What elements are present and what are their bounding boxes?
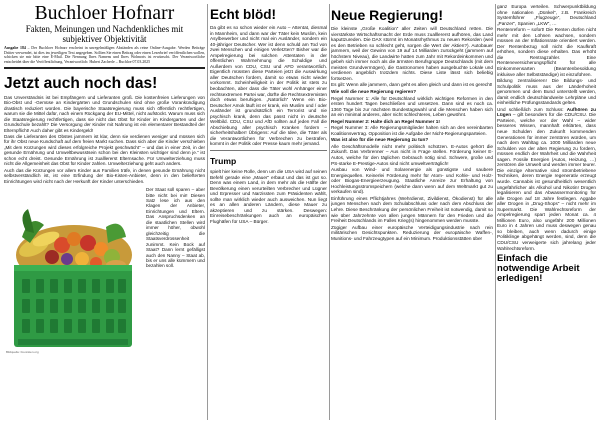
regierung-headline: Neue Regierung! [331, 7, 444, 23]
trump-headline: Trump [210, 156, 237, 167]
column-1 [4, 4, 205, 422]
masthead-title: Buchloer Hofnarr [34, 4, 175, 24]
column-2 [210, 4, 327, 422]
issue-label: Ausgabe 184 [4, 46, 26, 50]
echt-headline: Echt blöd! [210, 7, 276, 22]
closing-headline: Einfach die notwendige Arbeit erledigen! [497, 253, 580, 285]
jetzt-headline: Jetzt auch noch das! [4, 74, 158, 92]
regierung-paragraph: Regel Nummer 2: Halte dich an Regel Nummer 1! [331, 118, 440, 124]
column-divider [329, 4, 330, 420]
masthead [4, 4, 205, 69]
regierung-paragraph: Es gilt: Wenn alle jammern, dann geht es allen gleich und dann ist es gerecht! [331, 82, 493, 88]
col4-paragraph: Und schließlich zum Schluss: Aufhören zu Lügen – gilt besonders für die CDU/CSU. Die Parteien, welche vor der Wahl – wider besseres Wissen, mannhaft erklärten, dass neue Schulden den Zukunft kommenden Generationen für immer zerstören würden, um nach dem Wahltag ca. 1000 Milliarden neue Schulden von der alten Regierung zu fordern, müssen endlich der Wahrheit und die Wahrheit sagen. Fossile Energien (Autos, Heizung, …) zerstören die Umwelt und werden immer teurer. Die einzige Alternative sind strombetriebene Techniken, deren Energie regenerativ erzeugt wurde. Cannabis ist gesundheitlich wesentlich ungefährlicher als Alkohol und Nikotin! Drogen legalisieren und das Abwassermonitoring für alle Drogen auf 18 Jahre festlegen. Aggabe aller Drogen in „Drug-Shops“ – nicht mehr im Supermarkt. Die Wahlrechtsreform der Ampelregierung spart jeden Monat ca. 4 Millionen Euro, also ungefähr 200 Millionen Euro in 4 Jahren und muss deswegen genau so bleiben, auch wenn dadurch einige Politiklinge abgehängt werden, sind, denn die CDU/CSU verweigerte sich jahrelang jeder Wahlrechtsreform. [497, 106, 596, 251]
col4-paragraph: Rentenreform – sofort! Die Renten dürfen nicht mehr mit den Löhnen wachsen, sondern müssen an der Inflationsrate orientiert werden. Der Rentenbezug soll nicht die Kaufkraft erhöhen, sondern diese erhalten. Das erhöht die Rentragzahler. Eine Renteneversicherungspflicht für alle Einkommensarten (Beamtenbesoldung inkluisve aller Selbstständige) ist einzuführen. [497, 27, 596, 77]
masthead-subtitle-line1: Fakten, Meinungen und Nachdenkliches mit [25, 24, 184, 34]
produce-crate-photo [4, 187, 142, 354]
jetzt-paragraph: Das Unverständnis ist bei Empfängern und Lieferanten groß. Die kostenfreien Lieferungen von Bio-Obst und -Gemüse an Kindergärten und Grundschulen sind ohne große Vorankündigung drastisch reduziert worden. Die bayerische Staatsregierung muss sich öffentlich rechtfertigen, warum sie die Mittel dafür, nach einem Rückgang der EU-Mittel, nicht aufstockt. Warum muss sich die Staatsregierung rechtfertigen, dass sie nicht das Obst für Kinder im Kindergarten und der Grundschule bezahlt? Die Versorgung der Kinder mit Nahrung ist ein elementarer Bestandteil der Elternpflicht! Auch daher gibt es Kindergeld! [4, 94, 205, 133]
regierung-paragraph: Was ist also für die neue Regierung zu tun? [331, 137, 429, 143]
regierung-paragraph: Wie soll die neue Regierung regieren? [331, 89, 417, 95]
regierung-paragraph: Ausbau von Wind- und Solarenergie als günstigste und saubere Energiequellen. Keinerlei Förderung mehr für Atom- und Kohle- und Holz- oder Biogas-Energieerzeugung. Staatliche Anreize zur Erhaltung von Hochleistungsstromspeichern (welche dann wenn auf dem Weltmarkt gut zu verkaufen sind). [331, 167, 493, 195]
jetzt-paragraph: Dass die Lieferanten des Obstes jammern ist klar, denn sie verdienen weniger und müssen sich für ihr Obst neue Kundschaft auf dem freien Markt suchen. Dass sich aber die Kinder verschieben „Mit dem Kürzungen wird dieses erfolgreiche Projekt geschwächt“ – und das in einer Zeit, in der gesunde Ernährung und Umweltbewusstsein schon bei den Kleinsten wichtiger sind denn je.“ ist schon echt dreist. Gesunde Ernährung ist zualllererst Elternsache. Für Umwelterziehung muss nicht die Allgemeinheit das Obst für Kinder zahlen. Umwelterziehung geht auch anders. [4, 133, 205, 167]
jetzt-wrap-text: Der Staat soll sparen – aber bitte nicht bei mir! Diesen Satz lese ich aus den Klagen der Anbieter, Einrichtungen und Eltern. Das Anspruchsdenken an die staatlichen Stellen wird immer höher, obwohl gleichzeitig die Staatsverdrossenheit zunimmt. Kein Bock auf Staat? Dann lernt gefälligst auch den Nanny – Staat ab, bis er uns alle kümmern und bezahlen soll. [146, 187, 205, 269]
column-3 [331, 4, 493, 422]
section-separator [210, 150, 327, 151]
regierung-paragraph: Regel Nummer 3: Alle Regierungsmitglieder halten sich an den vereinbarten Koalitionsvertrag. Opposition ist die Aufgabe der Nicht-Regierungsparteien. [331, 125, 493, 136]
regierung-paragraph: Einführung eines Pflichtjahres (Wehrdienst, Zivildienst, Ökodienst) für alle jungen Menschen nach dem Schulabschluss oder nach dem Abschluss der Lehre. Diese Beschränkung der persönlichen Freiheit ist notwendig, damit so wie über Jahrzehnte von allen jungen Männern für den Frieden und die Freiheit Deutschlands im Falles Krieg(s) hingenommen werden musste. [331, 195, 493, 224]
trump-body: spielt hier keine Rolle, denn um die USA wird auf seinen Befehl gerade eine „Mauer“ erbaut und das ist gut so. Denn was einem Land, in dem mehr als die Hälfte der Bevölkerung einen verurteilten Verbrecher und Lügner und Erpresser und Narzissten zum Präsidenten wählt, sollte man wirklich wieder auch ausweichen. Nun liegt es an allen anderen Ländern, diese Mauer zu akzeptieren und zu stärken. Deswegen: Einreisebeschränkungen auch an europäischen Flughäfen für USA – Bürger. [210, 169, 327, 224]
column-divider [207, 4, 208, 420]
regierung-paragraph: Die kleinste „Große Koalition“ aller Zeiten will Deutschland retten. Die vierstärkste Wirtschaftsmacht der Erde muss zualllererst aufhören, das Land kaputtzureden. Die DAX stürmt im Monatsrhythmus zu neuen Rekorden (weil es den Betrieben so schlecht geht, sorgen die Wert der Aktien?). Autobauer jammern, weil der Gewinn von 19 auf 14 Milliarden zurückgeht (jammern auf höchstem Niveau), die Landwirte hatten zum Jahr mit Rekordeinkommen und gebeh sich immer noch als die ärmsten Berufsgruppe Deutschlands (mit dem meisten Grundvermögen), die Gastronomen haben ausgebuchte Lokale und verdienen angeblich trotzdem nichts. Diese Liste lässt sich beliebig fortsetzen. [331, 26, 493, 81]
regierung-paragraph: Regel Nummer 1: Alle für Deutschland wirklich wichtigen Reformen in den ersten hundert Tagen beschließen und umsetzen. Dann sind es noch ca. 1360 Tage bis zur nächsten Bundestagswahl und die Menschen haben sich an ein minimal anderes, aber nicht schlechteres, Leben gewöhnt. [331, 95, 493, 118]
col4-paragraph: Bildung zentralisieren! Die Bildungs- und Schulpolitik muss aus der Länderhoheit genommen und dem Bund unterstellt werden, damit endlich deutschlandweite Lehrpläne und einheitliche Prüfungsstandards gelten. [497, 78, 596, 106]
masthead-info-text: – Der Buchloer Hofnarr erscheint in unregelmäßigen Abständen als reine Online-Ausgabe. Werden Beiträge Dritter verwendet, ist dies im jeweiligen Text angegeben. Sollten Sie einen Beitrag oder einen Leserbrief veröffentlichen wollen, schicken sie mir bitte eine E-Mail. Die Nennung Ihres Namens und Ihres Wohnorts ist erwünscht. Der Verantwortliche entscheidet über die Veröffentlichung. Verantwortlich: Hubert Zacherle – Buchloe 07.03.2025 [4, 46, 205, 65]
photo-wrap-area [4, 187, 205, 354]
photo-caption: Bildquelle: bio-kisten.org [6, 350, 39, 355]
col4-body [497, 4, 596, 251]
masthead-info-box [4, 44, 205, 67]
col4-paragraph: ganz Europa verteilen. Schwerpunktbildung ohne nationalen „Dünkel“, z.B. Frankreich Systemführer „Flugzeuge“, Deutschland „Panzer“, Spanien „LKW“, … [497, 4, 596, 26]
column-divider [495, 4, 496, 420]
column-4 [497, 4, 596, 422]
masthead-subtitle-line2: subjektiver Objektivität [62, 34, 147, 44]
jetzt-body [4, 95, 205, 184]
echt-body: Da gibt es so schon wieder ein Auto – Attentat, diesmal in Mannheim, und dann war der Täter kein Muslim, kein Asylbewerber und nicht mal ein Ausländer, sondern ein 40-jähriger Deutscher. Wer ist denn schuld am Tod von zwei Menschen und einigen Verletzten? Bisher war die Ampelregierung bei solchen Attentaten in der öffentlichen Wahrnehmung die Schuldige und Außerdem von CDU, CSU und AFD verantwortlich. Eigentlich müssten diese Parteien jetzt die Auswirkung aller Deutschen fordern, damit so etwas nicht wieder vorkommt. Scheinheiligkeit in der Politik ist stets zu beobachten, aber dass die Täter wohl Anhänger einer rechtsextremen Partei war, dürfte die Rechtsextremisten doch etwas beruhigen. „Natürlich“ Wenn ein Bio-Deutscher Amok läuft ist er krank, ein Muslim und / oder Ausländer ist grundsätzlich ein Terrorist und nie psychisch krank, denn das passt nicht in deutsche Weltbild. CDU, CSU und AfD sollten auf jeden Fall die Abschiebung aller psychisch Kranken fordern – sicherheitshalber! Übrigens: Auf die Idee, die Täter als die Verantwortlichen für Verbrechen zu bestrafen, kommt in der Politik oder Presse kaum mehr jemand. [210, 25, 327, 147]
regierung-paragraph: Alle Geschäftsmodelle nicht mehr politisch schützen. E-Autos gehört die Zukunft. Das Verbrenner – Aus nicht in Frage stellen. Förderung keiner E-Autos, welche für den täglichen Gebrauch nötig sind. Schwere, große und PS-starke E-Prestige-Autos sind nicht umweltverträglich! [331, 143, 493, 166]
regierung-body [331, 26, 493, 241]
regierung-paragraph: Zügiger Aufbau einer europäische Verteidigungsindustrie nach rein militärischen Gesichtspunkten. Reduzierung der europäische Waffen-, Munitions- und Fahrzeugtypen auf ein Minimum. Produktionsstätten über [331, 224, 493, 241]
jetzt-paragraph: Auch das die Kürzungen vor allem Kinder aus Familien träfe, in denen gesunde Ernährung nicht selbstverständlich ist, ist eine Erfindung der Bio-Kisten-Anbieter, denn in den beliefterten Einrichtungen wird nicht nach der Herkunft der Kinder unterschieden. [4, 167, 205, 184]
